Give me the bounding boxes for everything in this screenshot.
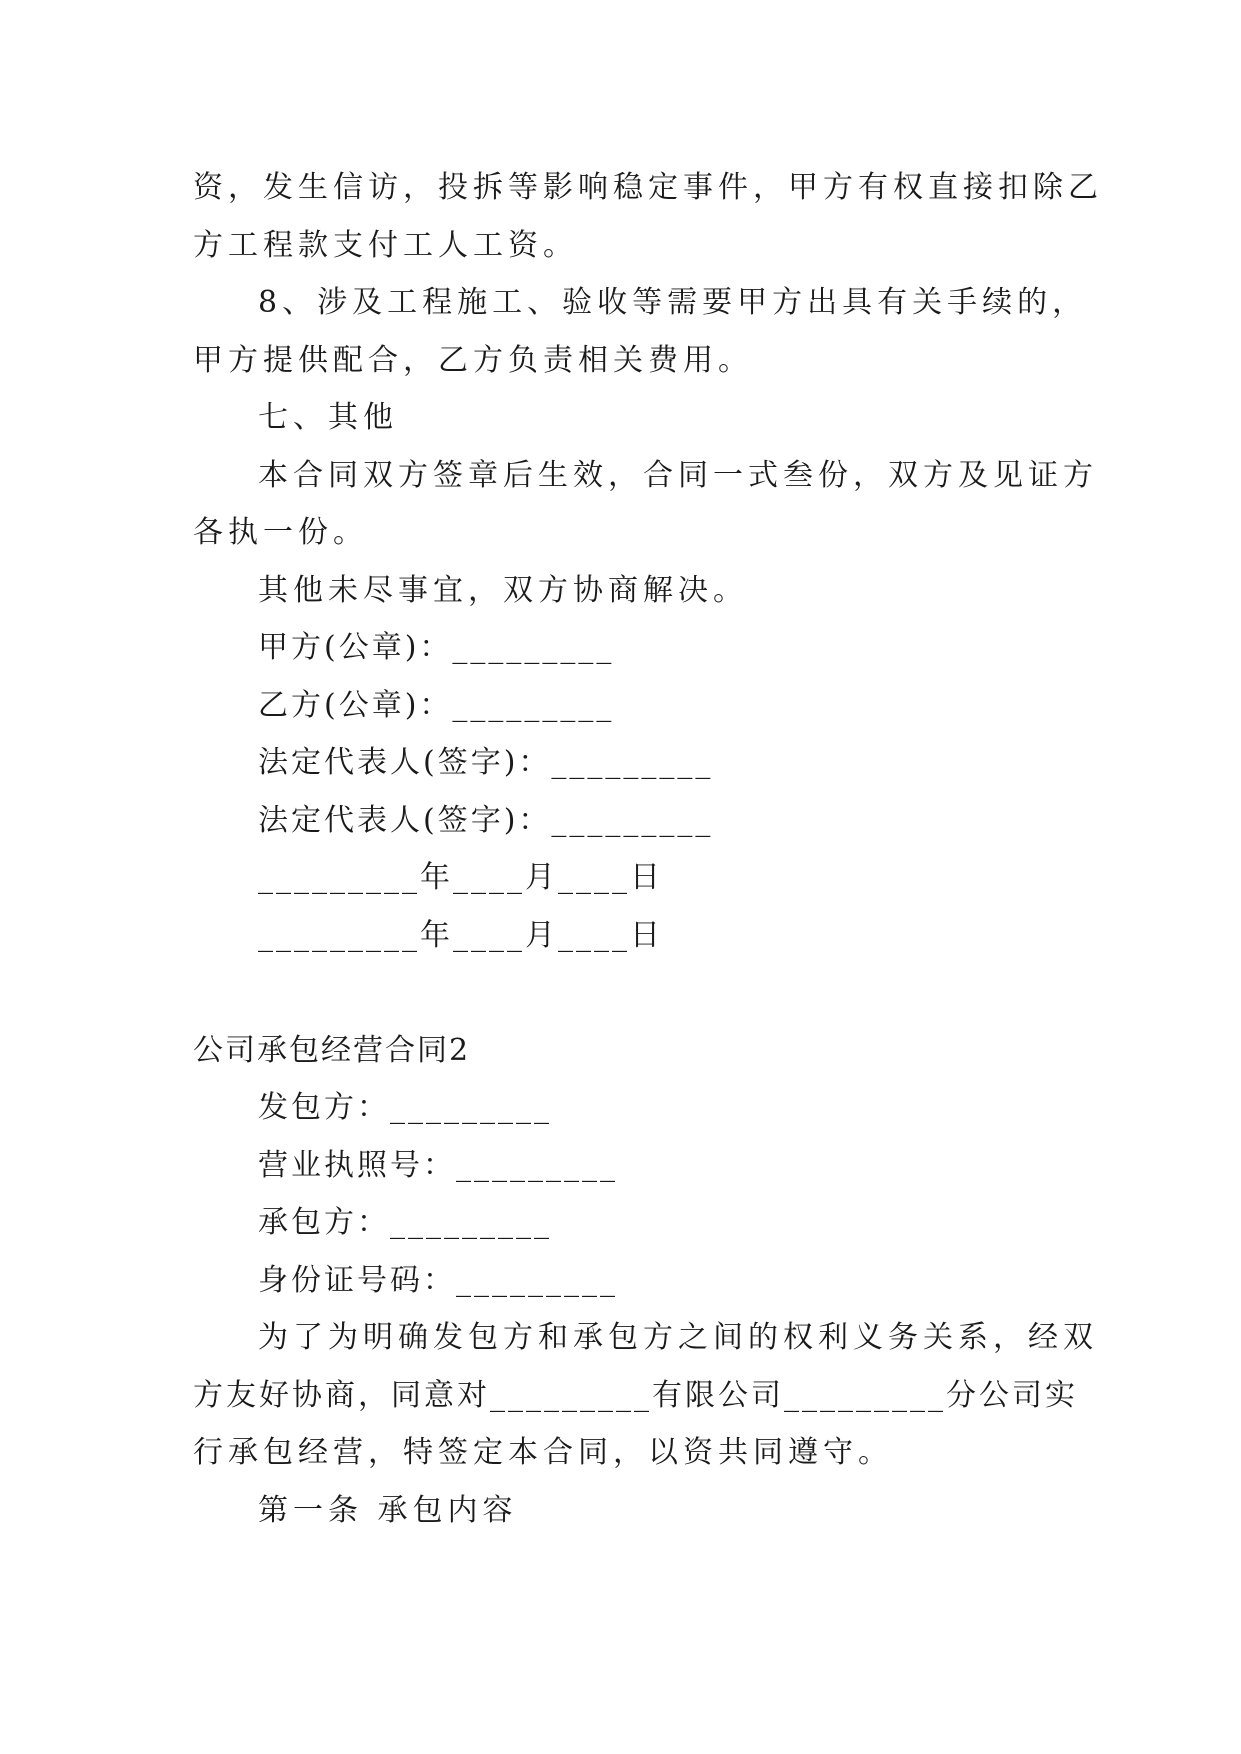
paragraph-wage-continuation-line1: 资，发生信访，投拆等影响稳定事件，甲方有权直接扣除乙 [193,170,1103,205]
effect-clause-line1: 本合同双方签章后生效，合同一式叁份，双方及见证方 [258,458,1098,493]
paragraph-wage-continuation-line2: 方工程款支付工人工资。 [193,228,578,263]
effect-clause-line2: 各执一份。 [193,515,368,550]
date-field-1: _________年____月____日 [258,860,663,895]
contract-2-title: 公司承包经营合同2 [193,1033,471,1068]
preamble-line1: 为了为明确发包方和承包方之间的权利义务关系，经双 [258,1320,1098,1355]
party-a-seal-field: 甲方(公章)：_________ [258,630,615,665]
party-b-seal-field: 乙方(公章)：_________ [258,688,615,723]
business-license-field: 营业执照号：_________ [258,1148,618,1183]
negotiation-clause: 其他未尽事宜，双方协商解决。 [258,573,748,608]
section-7-heading: 七、其他 [258,400,398,435]
legal-rep-signature-field-1: 法定代表人(签字)：_________ [258,745,714,780]
employer-field: 发包方：_________ [258,1090,552,1125]
preamble-line2: 方友好协商，同意对_________有限公司_________分公司实 [193,1378,1078,1413]
legal-rep-signature-field-2: 法定代表人(签字)：_________ [258,803,714,838]
item-8-line2: 甲方提供配合，乙方负责相关费用。 [193,343,753,378]
contractor-field: 承包方：_________ [258,1205,552,1240]
date-field-2: _________年____月____日 [258,918,663,953]
id-number-field: 身份证号码：_________ [258,1263,618,1298]
preamble-line3: 行承包经营，特签定本合同，以资共同遵守。 [193,1435,893,1470]
article-1-heading: 第一条 承包内容 [258,1493,518,1528]
item-8-line1: 8、涉及工程施工、验收等需要甲方出具有关手续的， [258,285,1088,320]
